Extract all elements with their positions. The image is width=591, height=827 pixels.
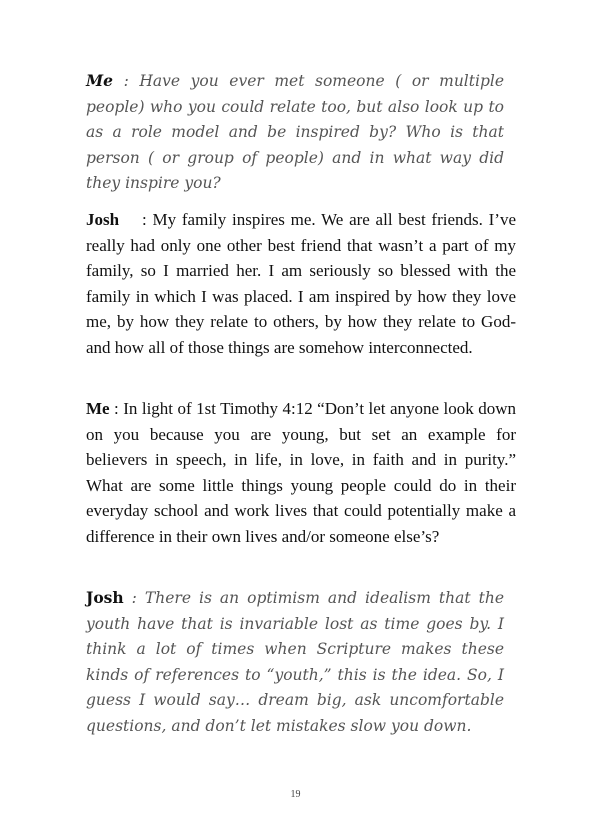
paragraph-text: There is an optimism and idealism that the youth have that is invariable lost as time goes by. I think a lot of times when Scripture makes these kinds of references to “youth,” this is the idea. So, I guess I would say… dream big, ask uncomfortable questions, and don’t let mistakes slow you down. <box>86 589 504 735</box>
paragraph-text: In light of 1st Timothy 4:12 “Don’t let anyone look down on you because you are young, but set an example for believers in speech, in life, in love, in faith and in purity.” What are some little things young people could do in their everyday school and work lives that could potentially make a difference in their own lives and/or someone else’s? <box>86 399 516 546</box>
speaker-label: Me <box>86 71 114 90</box>
separator: : <box>119 210 153 229</box>
question-paragraph-2 <box>86 396 516 549</box>
paragraph-text: My family inspires me. We are all best friends. I’ve really had only one other best friend that wasn’t a part of my family, so I married her. I am seriously so blessed with the family in which I was placed. I am inspired by how they love me, by how they relate to others, by how they relate to God- and how all of those things are somehow interconnected. <box>86 210 516 357</box>
separator: : <box>123 589 145 607</box>
paragraph-text: Have you ever met someone ( or multiple people) who you could relate too, but also look up to as a role model and be inspired by? Who is that person ( or group of people) and in what way did they inspire you? <box>86 72 505 192</box>
separator: : <box>113 72 140 90</box>
speaker-label: Josh <box>86 588 124 607</box>
page-number: 19 <box>290 789 301 800</box>
answer-paragraph-1 <box>86 207 516 360</box>
separator: : <box>109 399 124 418</box>
answer-paragraph-2 <box>86 585 504 739</box>
question-paragraph-1 <box>86 68 504 197</box>
speaker-label: Josh <box>86 210 120 229</box>
speaker-label: Me <box>86 399 110 418</box>
